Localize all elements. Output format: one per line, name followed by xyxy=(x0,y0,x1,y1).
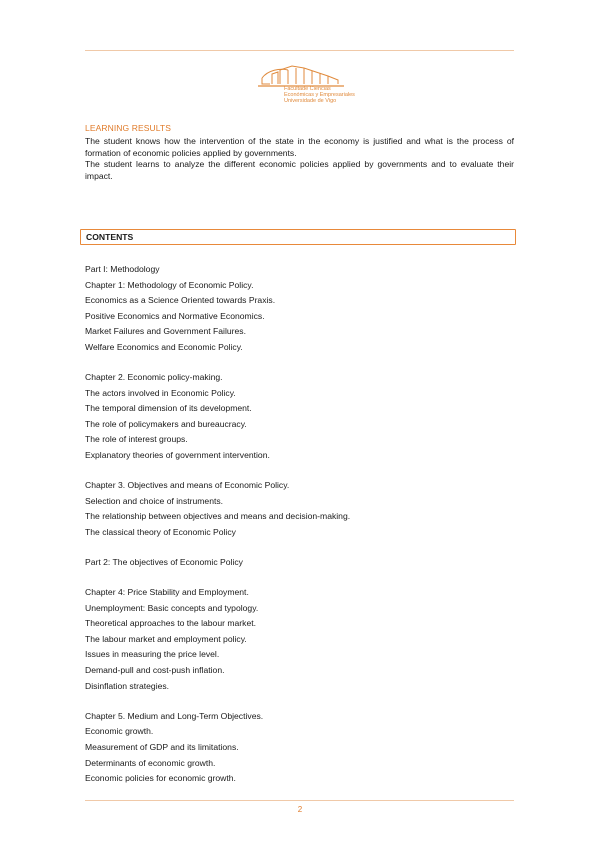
contents-line: Part 2: The objectives of Economic Policy xyxy=(85,557,243,567)
logo-line: Económicas y Empresariales xyxy=(284,92,355,98)
contents-spacer xyxy=(85,694,515,709)
contents-line: Chapter 3. Objectives and means of Economic Policy. xyxy=(85,480,290,491)
contents-line: Measurement of GDP and its limitations. xyxy=(85,741,239,752)
contents-line: Selection and choice of instruments. xyxy=(85,495,224,506)
logo-line: Universidade de Vigo xyxy=(284,98,337,104)
contents-line: Welfare Economics and Economic Policy. xyxy=(85,341,243,352)
contents-line: Economics as a Science Oriented towards Praxis. xyxy=(85,295,276,306)
contents-spacer xyxy=(85,541,515,556)
logo-line: Facultade Ciencias xyxy=(284,86,331,92)
contents-heading: CONTENTS xyxy=(86,232,134,242)
contents-line: The actors involved in Economic Policy. xyxy=(85,387,236,398)
contents-line: Explanatory theories of government intervention. xyxy=(85,450,270,461)
contents-line: Theoretical approaches to the labour market. xyxy=(85,618,257,629)
contents-line: Demand-pull and cost-push inflation. xyxy=(85,665,225,676)
contents-line: Determinants of economic growth. xyxy=(85,757,216,768)
contents-heading-box xyxy=(80,229,516,245)
header-rule xyxy=(85,50,514,51)
contents-line: Chapter 5. Medium and Long-Term Objectives. xyxy=(85,710,264,721)
contents-line: Disinflation strategies. xyxy=(85,680,170,691)
learning-results-paragraph: The student knows how the intervention of the state in the economy is justified and what is the process of formation of economic policies applied by governments. xyxy=(85,136,514,158)
footer-rule xyxy=(85,800,514,801)
logo-caption xyxy=(284,86,355,104)
contents-line: Economic policies for economic growth. xyxy=(85,773,236,784)
contents-list xyxy=(85,262,515,787)
contents-line: The labour market and employment policy. xyxy=(85,633,247,644)
contents-spacer xyxy=(85,571,515,586)
learning-results-paragraph: The student learns to analyze the different economic policies applied by governments and to evaluate their impact. xyxy=(85,159,514,181)
contents-line: Unemployment: Basic concepts and typology. xyxy=(85,602,259,613)
contents-line: The role of interest groups. xyxy=(85,434,188,445)
contents-spacer xyxy=(85,356,515,371)
contents-line: Part I: Methodology xyxy=(85,264,160,274)
contents-line: Chapter 4: Price Stability and Employment. xyxy=(85,587,249,598)
learning-results-heading: LEARNING RESULTS xyxy=(85,123,171,133)
contents-line: Chapter 1: Methodology of Economic Policy. xyxy=(85,279,254,290)
contents-line: Positive Economics and Normative Economics. xyxy=(85,310,265,321)
contents-line: The temporal dimension of its development. xyxy=(85,403,252,414)
contents-line: The classical theory of Economic Policy xyxy=(85,526,236,537)
contents-line: The role of policymakers and bureaucracy. xyxy=(85,418,247,429)
page-number: 2 xyxy=(297,805,303,814)
contents-line: Market Failures and Government Failures. xyxy=(85,326,246,337)
contents-line: The relationship between objectives and means and decision-making. xyxy=(85,511,351,522)
contents-spacer xyxy=(85,464,515,479)
learning-results-body xyxy=(85,136,514,182)
contents-line: Issues in measuring the price level. xyxy=(85,649,220,660)
contents-line: Chapter 2. Economic policy-making. xyxy=(85,372,223,383)
contents-line: Economic growth. xyxy=(85,726,154,737)
